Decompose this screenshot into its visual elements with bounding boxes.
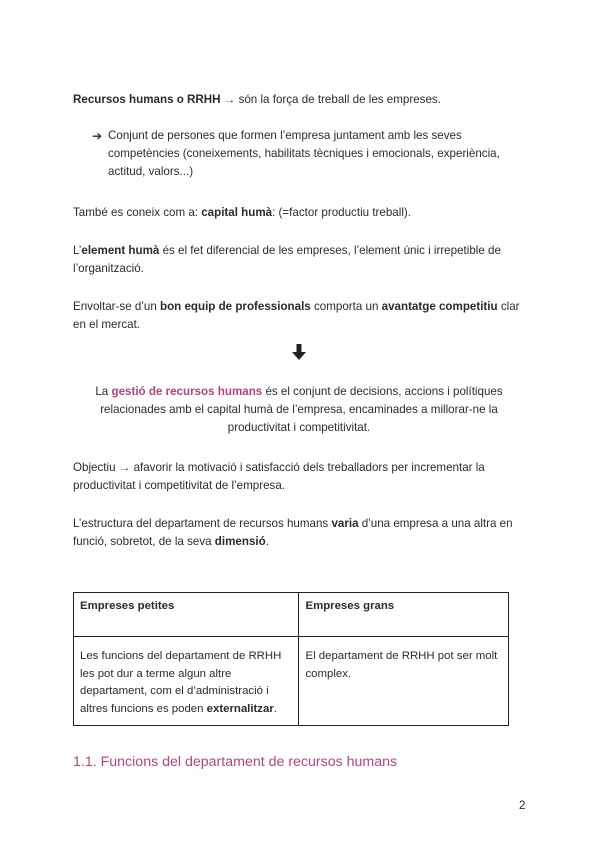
- paragraph-equip: [73, 298, 528, 334]
- cell-grans: El departament de RRHH pot ser molt complex.: [299, 637, 509, 726]
- p4-text-b: comporta un: [310, 300, 382, 313]
- comparison-table: [73, 592, 509, 726]
- header-empreses-grans: Empreses grans: [299, 593, 509, 637]
- term-varia: varia: [331, 517, 359, 530]
- definition-text-a: La: [95, 385, 112, 398]
- p2-text-a: També es coneix com a:: [73, 206, 202, 219]
- paragraph-element-huma: [73, 242, 528, 278]
- section-heading: 1.1. Funcions del departament de recursos humans: [73, 754, 398, 770]
- cell-petites-text-b: .: [273, 703, 277, 716]
- arrow-right-icon: ➔: [92, 129, 103, 143]
- bullet-item: [92, 127, 522, 181]
- definition-text-b: és el conjunt de decisions, accions i polítiques relacionades amb el capital humà de l’empresa, encaminades a millorar-ne la productivitat i competitivitat.: [100, 385, 503, 434]
- p3-text-a: L’: [73, 244, 82, 257]
- term-avantatge: avantatge competitiu: [381, 300, 498, 313]
- bullet-text: Conjunt de persones que formen l’empresa juntament amb les seves competències (coneixements, habilitats tècniques i emocionals, experiència, actitud, valors...): [108, 129, 500, 178]
- paragraph-rrhh-text: → són la força de treball de les empreses.: [220, 93, 441, 106]
- p6-text-a: L’estructura del departament de recursos humans: [73, 517, 332, 530]
- term-gestio-rrhh: gestió de recursos humans: [111, 385, 263, 398]
- term-externalitzar: externalitzar: [206, 703, 274, 716]
- paragraph-estructura: [73, 515, 528, 551]
- table-header-row: [74, 593, 509, 637]
- p4-text-c: clar en el mercat.: [73, 300, 520, 331]
- term-dimensio: dimensió: [214, 534, 266, 548]
- paragraph-objectiu: Objectiu → afavorir la motivació i satisfacció dels treballadors per incrementar la productivitat i competitivitat de l’empresa.: [73, 461, 485, 492]
- page-number: 2: [519, 799, 526, 812]
- p2-text-b: : (=factor productiu treball).: [272, 206, 411, 219]
- cell-petites-text-a: Les funcions del departament de RRHH les pot dur a terme algun altre departament, com el d’administració i altres funcions es poden: [80, 650, 282, 716]
- arrow-down-icon: [289, 342, 309, 362]
- term-element-huma: element humà: [81, 244, 160, 257]
- table-row: [74, 637, 509, 726]
- cell-petites: [74, 637, 299, 726]
- p6-text-b: d’una empresa a una altra en funció, sobretot, de la seva: [73, 517, 513, 548]
- paragraph-rrhh: [73, 91, 528, 109]
- p3-text-b: és el fet diferencial de les empreses, l’element únic i irrepetible de l’organització.: [73, 244, 501, 275]
- term-capital-huma: capital humà: [201, 206, 273, 219]
- term-bon-equip: bon equip de professionals: [160, 300, 311, 313]
- term-recursos-humans: Recursos humans o RRHH: [73, 93, 221, 106]
- p4-text-a: Envoltar-se d’un: [73, 300, 160, 313]
- header-empreses-petites: Empreses petites: [74, 593, 299, 637]
- definition-gestio: [73, 383, 525, 437]
- paragraph-capital-huma: [73, 204, 528, 222]
- p6-text-c: .: [265, 534, 269, 548]
